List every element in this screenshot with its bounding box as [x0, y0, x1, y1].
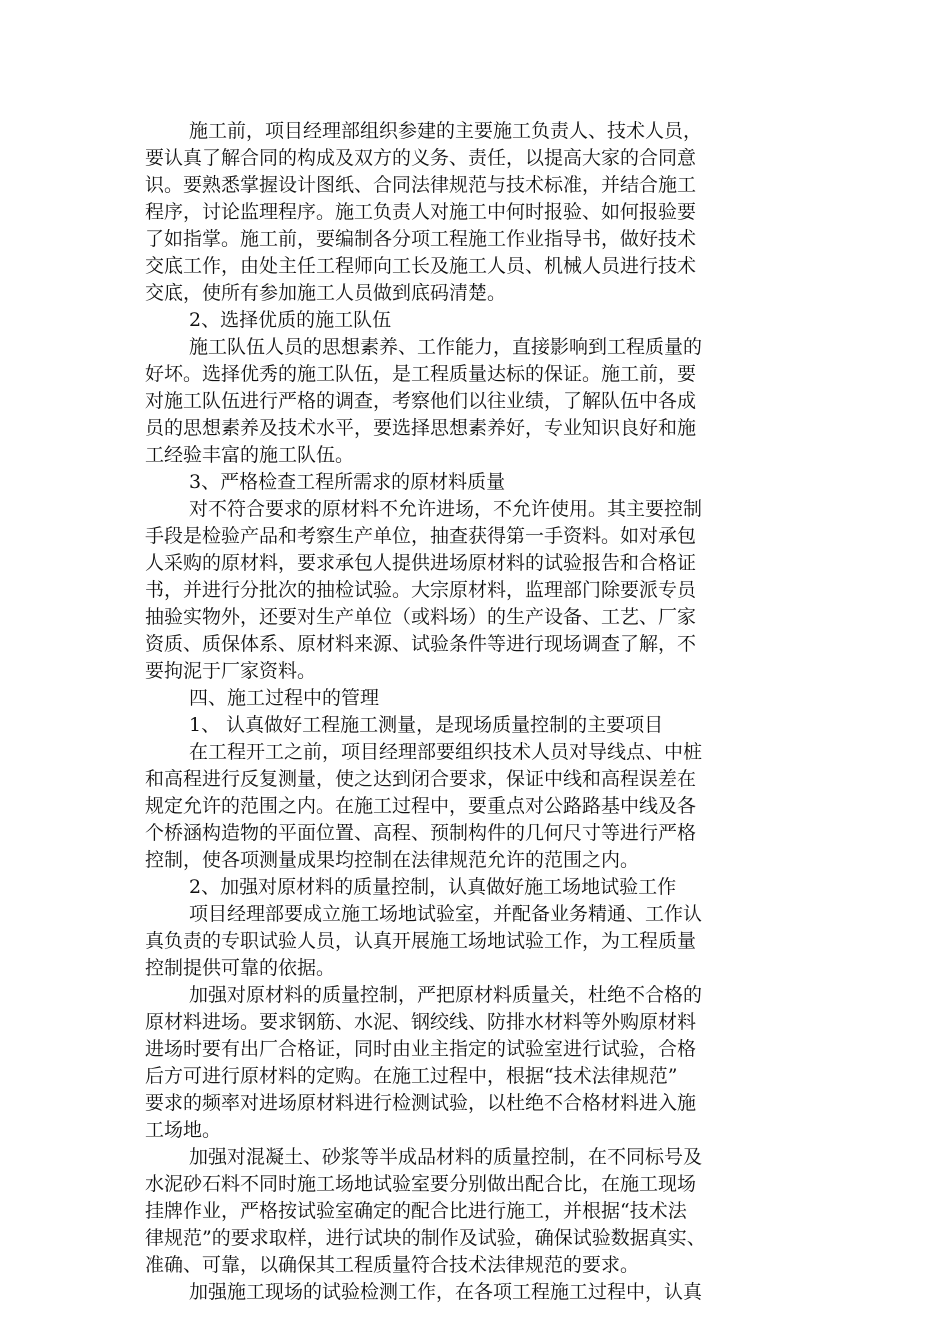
text-line: 加强对原材料的质量控制，严把原材料质量关，杜绝不合格的 — [189, 984, 703, 1006]
text-line: 原材料进场。要求钢筋、水泥、钢绞线、防排水材料等外购原材料 — [145, 1011, 697, 1033]
text-line: 水泥砂石料不同时施工场地试验室要分别做出配合比，在施工现场 — [145, 1173, 697, 1195]
text-line: 施工队伍人员的思想素养、工作能力，直接影响到工程质量的 — [189, 336, 703, 358]
text-line: 真负责的专职试验人员，认真开展施工场地试验工作，为工程质量 — [145, 930, 697, 952]
text-line: 加强对混凝土、砂浆等半成品材料的质量控制，在不同标号及 — [189, 1146, 703, 1168]
text-line: 了如指掌。施工前，要编制各分项工程施工作业指导书，做好技术 — [145, 228, 697, 250]
text-line: 要求的频率对进场原材料进行检测试验，以杜绝不合格材料进入施 — [145, 1092, 697, 1114]
text-line: 对施工队伍进行严格的调查，考察他们以往业绩，了解队伍中各成 — [145, 390, 697, 412]
text-line: 手段是检验产品和考察生产单位，抽查获得第一手资料。如对承包 — [145, 525, 697, 547]
text-line: 要拘泥于厂家资料。 — [145, 660, 317, 682]
text-line: 和高程进行反复测量，使之达到闭合要求，保证中线和高程误差在 — [145, 768, 697, 790]
text-line: 程序，讨论监理程序。施工负责人对施工中何时报验、如何报验要 — [145, 201, 697, 223]
text-line: 书，并进行分批次的抽检试验。大宗原材料，监理部门除要派专员 — [145, 579, 697, 601]
text-line: 对不符合要求的原材料不允许进场，不允许使用。其主要控制 — [189, 498, 703, 520]
text-line: 准确、可靠，以确保其工程质量符合技术法律规范的要求。 — [145, 1254, 640, 1276]
text-line: 后方可进行原材料的定购。在施工过程中，根据“技术法律规范” — [145, 1065, 678, 1087]
section-heading: 2、选择优质的施工队伍 — [189, 309, 392, 331]
section-heading: 四、施工过程中的管理 — [189, 687, 380, 709]
text-line: 施工前，项目经理部组织参建的主要施工负责人、技术人员， — [189, 120, 703, 142]
text-line: 员的思想素养及技术水平，要选择思想素养好，专业知识良好和施 — [145, 417, 697, 439]
text-line: 工场地。 — [145, 1119, 222, 1141]
section-heading: 2、加强对原材料的质量控制，认真做好施工场地试验工作 — [189, 876, 677, 898]
text-line: 项目经理部要成立施工场地试验室，并配备业务精通、工作认 — [189, 903, 703, 925]
text-line: 在工程开工之前，项目经理部要组织技术人员对导线点、中桩 — [189, 741, 703, 763]
text-line: 资质、质保体系、原材料来源、试验条件等进行现场调查了解，不 — [145, 633, 697, 655]
text-line: 工经验丰富的施工队伍。 — [145, 444, 355, 466]
text-line: 交底，使所有参加施工人员做到底码清楚。 — [145, 282, 507, 304]
text-line: 进场时要有出厂合格证，同时由业主指定的试验室进行试验，合格 — [145, 1038, 697, 1060]
text-line: 要认真了解合同的构成及双方的义务、责任，以提高大家的合同意 — [145, 147, 697, 169]
text-line: 个桥涵构造物的平面位置、高程、预制构件的几何尺寸等进行严格 — [145, 822, 697, 844]
text-line: 识。要熟悉掌握设计图纸、合同法律规范与技术标准，并结合施工 — [145, 174, 697, 196]
text-line: 交底工作，由处主任工程师向工长及施工人员、机械人员进行技术 — [145, 255, 697, 277]
text-line: 控制，使各项测量成果均控制在法律规范允许的范围之内。 — [145, 849, 640, 871]
section-heading: 1、 认真做好工程施工测量，是现场质量控制的主要项目 — [189, 714, 664, 736]
text-line: 人采购的原材料，要求承包人提供进场原材料的试验报告和合格证 — [145, 552, 697, 574]
section-heading: 3、严格检查工程所需求的原材料质量 — [189, 471, 506, 493]
text-line: 规定允许的范围之内。在施工过程中，要重点对公路路基中线及各 — [145, 795, 697, 817]
text-line: 加强施工现场的试验检测工作，在各项工程施工过程中，认真 — [189, 1281, 703, 1303]
text-line: 抽验实物外，还要对生产单位（或料场）的生产设备、工艺、厂家 — [145, 606, 697, 628]
text-line: 控制提供可靠的依据。 — [145, 957, 336, 979]
text-line: 挂牌作业，严格按试验室确定的配合比进行施工，并根据“技术法 — [145, 1200, 687, 1222]
text-line: 好坏。选择优秀的施工队伍，是工程质量达标的保证。施工前，要 — [145, 363, 697, 385]
text-line: 律规范”的要求取样，进行试块的制作及试验，确保试验数据真实、 — [145, 1227, 706, 1249]
document-body — [145, 118, 797, 1306]
